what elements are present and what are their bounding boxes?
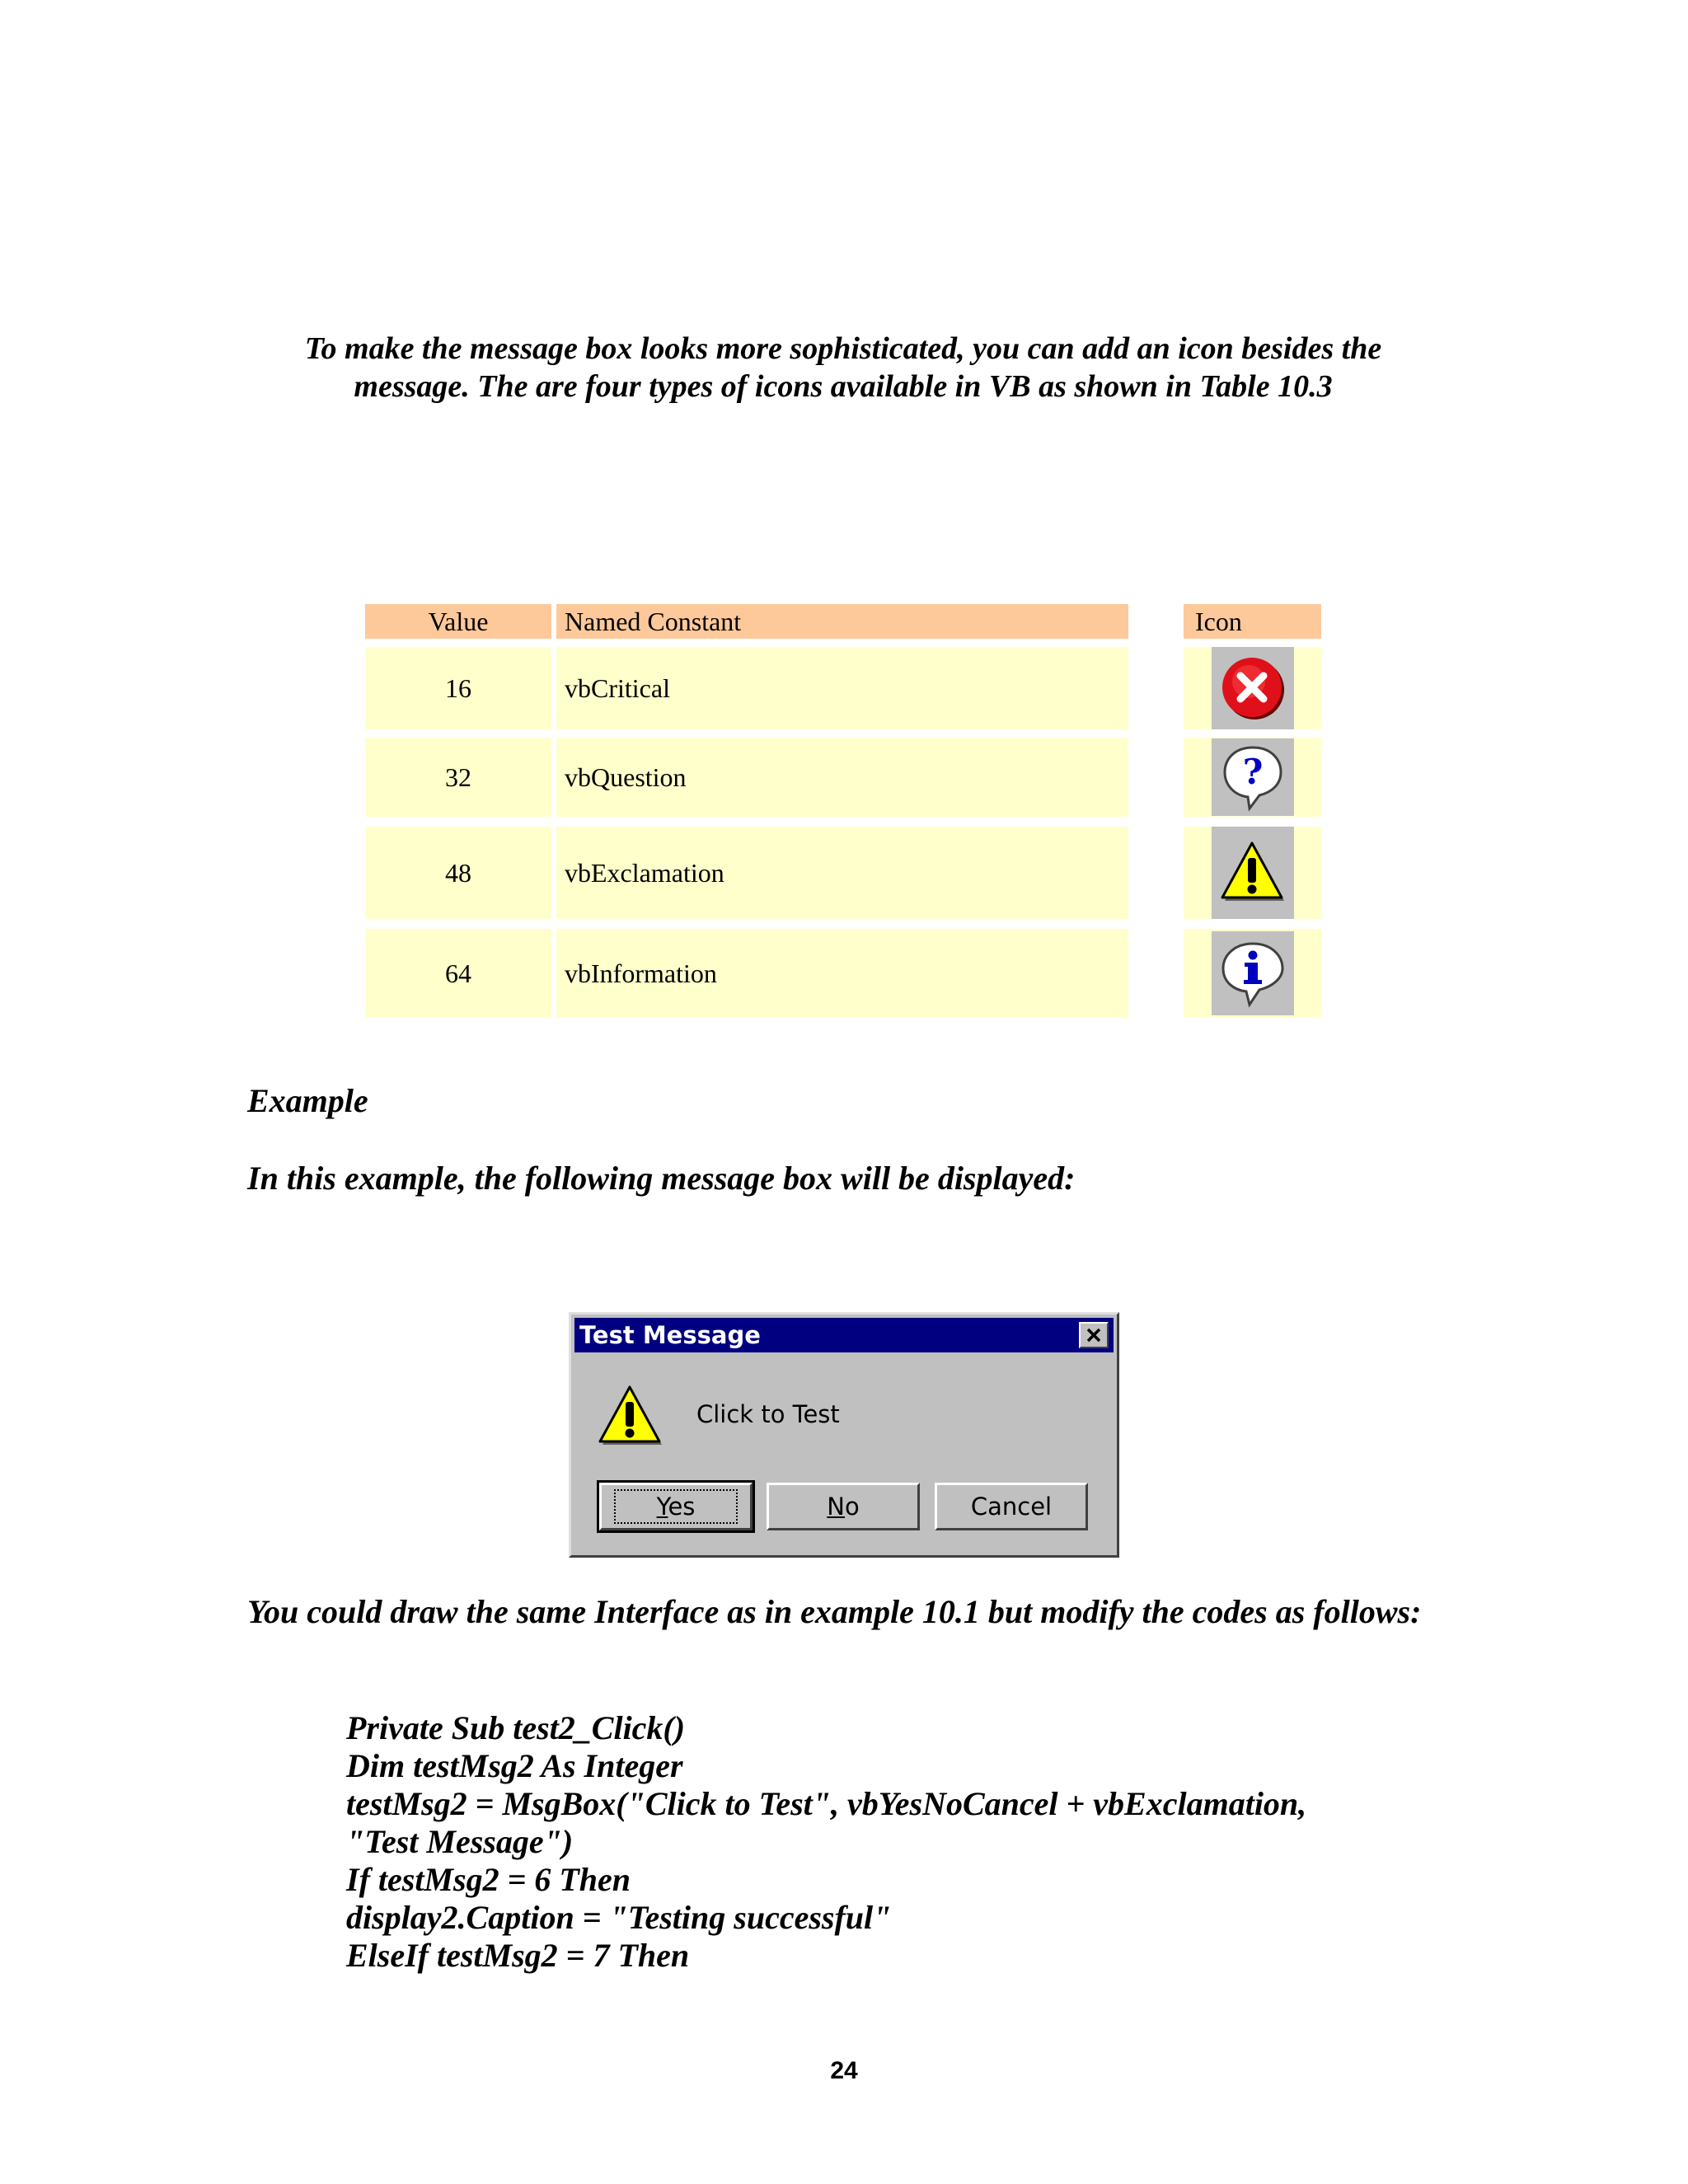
code-line: Private Sub test2_Click()	[346, 1709, 686, 1746]
row-3-constant: vbExclamation	[556, 827, 1128, 919]
close-icon[interactable]	[1079, 1322, 1109, 1348]
dialog-title: Test Message	[579, 1321, 761, 1349]
yes-accel: Y	[656, 1493, 668, 1521]
intro-line-1: To make the message box looks more sophisticated, you can add an icon besides the	[304, 331, 1382, 366]
row-4-constant: vbInformation	[556, 929, 1128, 1018]
intro-line-2: message. The are four types of icons available in VB as shown in Table 10.3	[354, 369, 1333, 404]
question-icon	[1212, 738, 1294, 816]
header-named-constant: Named Constant	[556, 604, 1128, 639]
header-value: Value	[365, 604, 551, 639]
example-description: In this example, the following message box will be displayed:	[247, 1160, 1076, 1197]
message-box-dialog	[569, 1312, 1119, 1558]
code-line: display2.Caption = "Testing successful"	[346, 1899, 892, 1936]
exclamation-icon	[1212, 827, 1294, 919]
row-4-value: 64	[365, 929, 551, 1018]
code-line: ElseIf testMsg2 = 7 Then	[346, 1937, 690, 1974]
page-number: 24	[830, 2057, 858, 2084]
code-line: Dim testMsg2 As Integer	[346, 1747, 683, 1784]
row-4-icon-cell	[1184, 929, 1321, 1018]
code-line: "Test Message")	[346, 1823, 574, 1860]
row-2-icon-cell	[1184, 738, 1321, 817]
warning-icon	[596, 1382, 665, 1455]
information-icon	[1212, 931, 1294, 1015]
row-1-constant: vbCritical	[556, 647, 1128, 729]
yes-label-rest: es	[668, 1493, 696, 1521]
no-label-rest: o	[844, 1493, 860, 1521]
svg-text:?: ?	[1242, 752, 1263, 792]
dialog-message: Click to Test	[696, 1400, 840, 1428]
row-3-value: 48	[365, 827, 551, 919]
row-3-icon-cell	[1184, 827, 1321, 919]
no-accel: N	[827, 1493, 845, 1521]
example-heading: Example	[247, 1082, 368, 1119]
icon-table	[365, 604, 1321, 1041]
row-1-icon-cell	[1184, 647, 1321, 729]
code-line: testMsg2 = MsgBox("Click to Test", vbYesNoCancel + vbExclamation,	[346, 1785, 1307, 1822]
dialog-title-bar	[574, 1318, 1114, 1352]
cancel-button[interactable]: Cancel	[935, 1483, 1088, 1530]
code-block	[346, 1709, 1500, 1975]
row-2-constant: vbQuestion	[556, 738, 1128, 817]
row-1-value: 16	[365, 647, 551, 729]
critical-icon	[1212, 647, 1294, 729]
no-button[interactable]	[767, 1483, 920, 1530]
yes-button[interactable]	[599, 1483, 753, 1530]
followup-text: You could draw the same Interface as in example 10.1 but modify the codes as follows:	[247, 1593, 1422, 1630]
intro-paragraph	[231, 330, 1456, 405]
code-line: If testMsg2 = 6 Then	[346, 1861, 631, 1898]
row-2-value: 32	[365, 738, 551, 817]
header-icon: Icon	[1184, 604, 1321, 639]
